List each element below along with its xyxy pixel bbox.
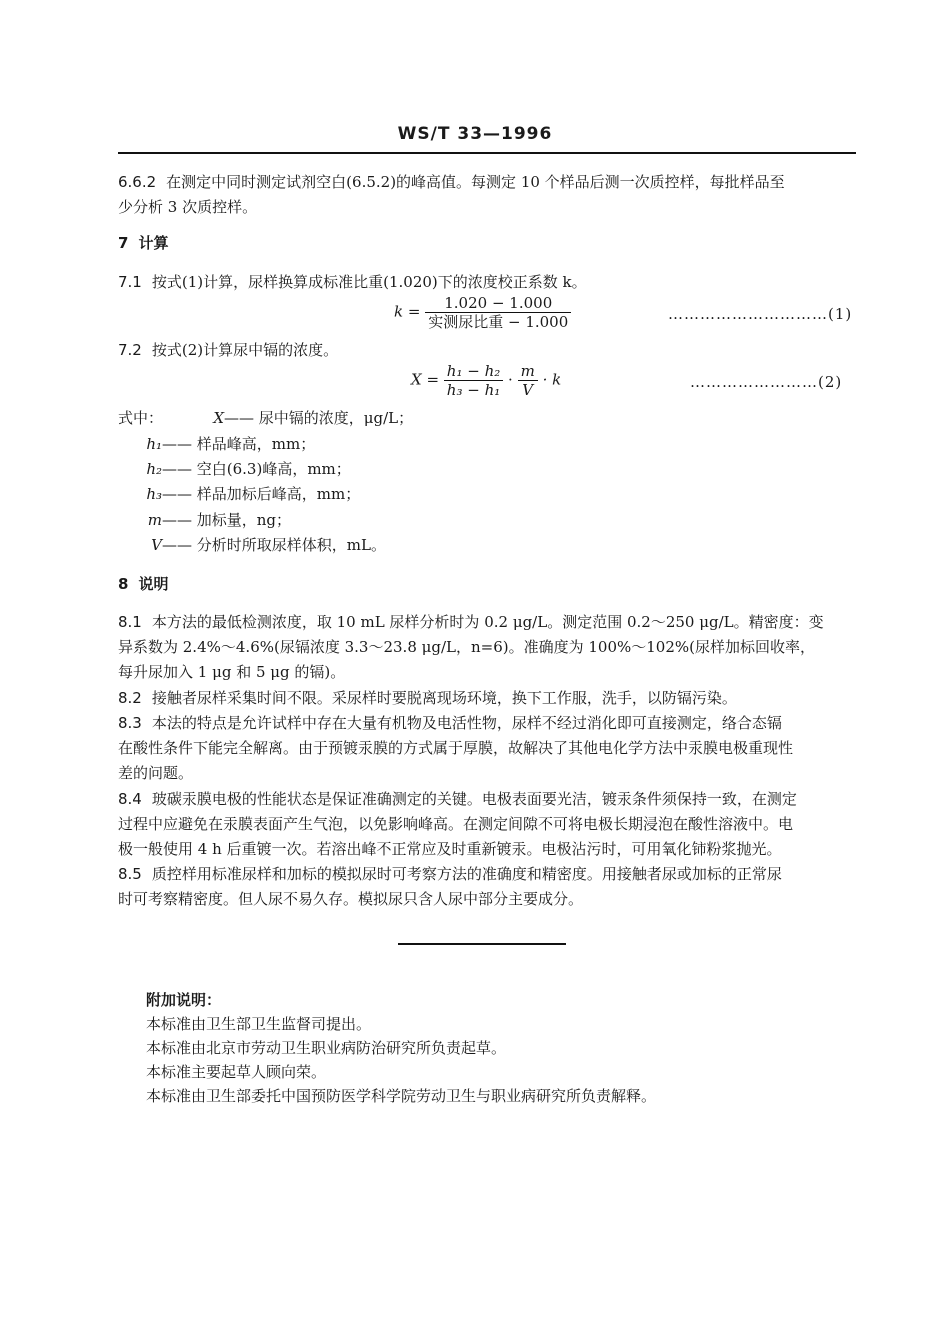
paragraph-text: 按式(2)计算尿中镉的浓度。: [151, 341, 339, 359]
section-6-6-2-line-2: 少分析 3 次质控样。: [118, 198, 258, 216]
paragraph-text: 本法的特点是允许试样中存在大量有机物及电活性物，尿样不经过消化即可直接测定，络合态镉: [151, 714, 782, 732]
section-8-4-line-1: [118, 787, 856, 812]
variable-description: —— 加标量，ng；: [162, 511, 292, 529]
formula-numerator: h₁ − h₂: [446, 362, 501, 380]
section-8-3-line-1: [118, 711, 856, 736]
paragraph-text: 玻碳汞膜电极的性能状态是保证准确测定的关键。电极表面要光洁，镀汞条件须保持一致，在测定: [151, 790, 797, 808]
section-7-heading: [118, 231, 856, 256]
section-number: 8.1: [118, 613, 142, 631]
section-8-5: [118, 862, 856, 912]
header-divider: [118, 152, 856, 154]
notes-title: 附加说明：: [146, 991, 222, 1009]
section-6-6-2-line-1: [118, 170, 856, 195]
variable-description: —— 尿中镉的浓度，μg/L；: [224, 409, 414, 427]
paragraph-text: 接触者尿样采集时间不限。采尿样时要脱离现场环境，换下工作服，洗手，以防镉污染。: [151, 689, 737, 707]
formula-2-fraction-a: [444, 362, 503, 399]
variable-description: —— 样品峰高，mm；: [162, 435, 316, 453]
notes-line: 本标准由卫生部卫生监督司提出。: [146, 1015, 372, 1033]
section-8-1-line-2: 异系数为 2.4%～4.6%(尿镉浓度 3.3～23.8 μg/L，n=6)。准确度为 100%～102%(尿样加标回收率，: [118, 638, 816, 656]
section-8-4-line-2: 过程中应避免在汞膜表面产生气泡，以免影响峰高。在测定间隙不可将电极长期浸泡在酸性溶液中。电: [118, 815, 794, 833]
section-7-2: [118, 338, 856, 363]
formula-lhs: X =: [411, 370, 440, 389]
section-8-3-line-2: 在酸性条件下能完全解离。由于预镀汞膜的方式属于厚膜，故解决了其他电化学方法中汞膜电极重现性: [118, 739, 794, 757]
section-8-heading: [118, 572, 856, 597]
equation-number-2: ……………………(2): [690, 373, 843, 391]
section-number: 8: [118, 575, 129, 593]
equation-number-1: …………………………(1): [668, 305, 853, 323]
section-8-2: [118, 686, 856, 711]
section-8-1: [118, 610, 856, 685]
variable-def-2: [110, 457, 351, 481]
paragraph-text: 按式(1)计算，尿样换算成标准比重(1.020)下的浓度校正系数 k。: [151, 273, 587, 291]
section-8-4-line-3: 极一般使用 4 h 后重镀一次。若溶出峰不正常应及时重新镀汞。电极沾污时，可用氧化铈粉浆抛光。: [118, 840, 782, 858]
variable-def-4: [110, 508, 291, 532]
section-8-1-line-1: [118, 610, 856, 635]
formula-1-fraction: [425, 294, 571, 331]
formula-lhs: k =: [394, 302, 421, 321]
section-number: 7: [118, 234, 129, 252]
paragraph-text: 本方法的最低检测浓度，取 10 mL 尿样分析时为 0.2 μg/L。测定范围 0.2～250 μg/L。精密度：变: [151, 613, 824, 631]
section-number: 8.5: [118, 865, 142, 883]
formula-denominator: 实测尿比重 − 1.000: [425, 312, 571, 331]
additional-notes: [146, 988, 656, 1108]
section-separator: [398, 943, 566, 945]
notes-line: 本标准由卫生部委托中国预防医学科学院劳动卫生与职业病研究所负责解释。: [146, 1087, 657, 1105]
variable-symbol: h₂: [146, 460, 162, 478]
section-number: 7.2: [118, 341, 142, 359]
formula-multiply: ·: [508, 370, 513, 389]
notes-line: 本标准由北京市劳动卫生职业病防治研究所负责起草。: [146, 1039, 507, 1057]
variable-def-1: [110, 432, 315, 456]
section-number: 8.2: [118, 689, 142, 707]
section-number: 8.4: [118, 790, 142, 808]
variable-symbol: h₁: [146, 435, 162, 453]
variable-def-3: [110, 482, 360, 506]
formula-denominator: V: [518, 380, 538, 399]
notes-line: 本标准主要起草人顾向荣。: [146, 1063, 327, 1081]
section-6-6-2: [118, 170, 856, 220]
section-8-5-line-1: [118, 862, 856, 887]
formula-denominator: h₃ − h₁: [444, 380, 503, 399]
variable-description: —— 分析时所取尿样体积，mL。: [162, 536, 386, 554]
formula-2-fraction-b: [518, 362, 538, 399]
section-8-5-line-2: 时可考察精密度。但人尿不易久存。模拟尿只含人尿中部分主要成分。: [118, 890, 584, 908]
section-7-1: [118, 270, 856, 295]
variable-def-0: [110, 406, 413, 430]
formula-2: [411, 362, 561, 399]
formula-1: [394, 294, 571, 331]
section-number: 7.1: [118, 273, 142, 291]
section-title: 说明: [138, 575, 169, 593]
formula-tail: · k: [542, 370, 562, 389]
section-8-3-line-3: 差的问题。: [118, 764, 194, 782]
paragraph-text: 质控样用标准尿样和加标的模拟尿时可考察方法的准确度和精密度。用接触者尿或加标的正常尿: [151, 865, 782, 883]
variable-symbol: X: [213, 409, 224, 427]
variable-description: —— 空白(6.3)峰高，mm；: [162, 460, 351, 478]
variable-symbol: m: [147, 511, 162, 529]
section-number: 6.6.2: [118, 173, 157, 191]
variable-description: —— 样品加标后峰高，mm；: [162, 485, 361, 503]
section-8-3: [118, 711, 856, 786]
formula-numerator: m: [520, 362, 535, 380]
section-title: 计算: [138, 234, 169, 252]
formula-numerator: 1.020 − 1.000: [444, 294, 553, 312]
page-header-title: WS/T 33—1996: [397, 124, 553, 144]
section-8-4: [118, 787, 856, 862]
paragraph-text: 在测定中同时测定试剂空白(6.5.2)的峰高值。每测定 10 个样品后测一次质控样，每批样品至: [166, 173, 785, 191]
variable-symbol: h₃: [146, 485, 162, 503]
variables-intro-label: 式中：: [118, 409, 164, 427]
variable-def-5: [110, 533, 386, 557]
section-8-1-line-3: 每升尿加入 1 μg 和 5 μg 的镉)。: [118, 663, 346, 681]
section-number: 8.3: [118, 714, 142, 732]
variable-symbol: V: [151, 536, 162, 554]
